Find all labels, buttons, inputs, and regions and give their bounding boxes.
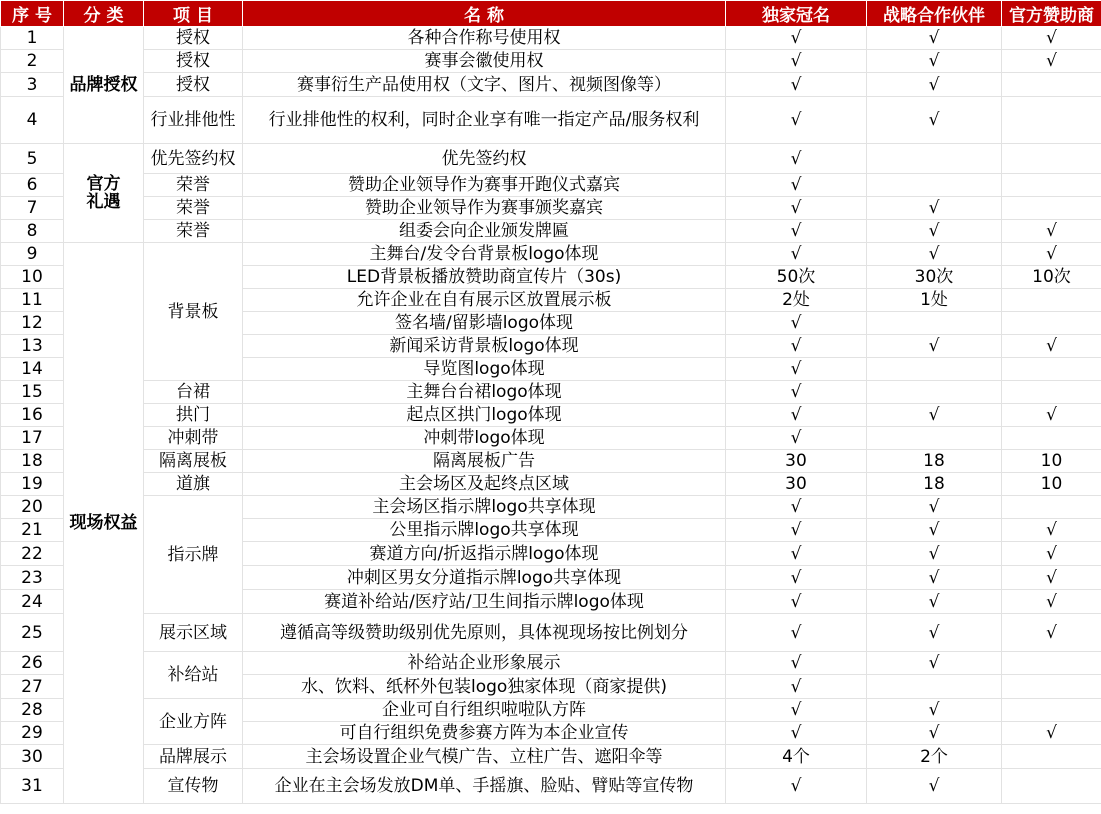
official-sponsor-cell: √ <box>1002 519 1101 542</box>
name-cell: 补给站企业形象展示 <box>243 652 726 675</box>
official-sponsor-cell <box>1002 381 1101 404</box>
item-cell: 宣传物 <box>144 769 243 804</box>
title-sponsor-cell: √ <box>726 197 867 220</box>
strategic-partner-cell: √ <box>867 722 1002 745</box>
table-row <box>1 427 1101 450</box>
official-sponsor-cell <box>1002 358 1101 381</box>
row-number: 19 <box>1 473 64 496</box>
table-row <box>1 450 1101 473</box>
item-cell: 拱门 <box>144 404 243 427</box>
name-cell: 赞助企业领导作为赛事开跑仪式嘉宾 <box>243 174 726 197</box>
strategic-partner-cell: √ <box>867 404 1002 427</box>
row-number: 29 <box>1 722 64 745</box>
header-name: 名 称 <box>243 1 726 27</box>
strategic-partner-cell: √ <box>867 50 1002 73</box>
item-cell: 行业排他性 <box>144 97 243 144</box>
table-row <box>1 73 1101 97</box>
name-cell: 赛事会徽使用权 <box>243 50 726 73</box>
table-row <box>1 473 1101 496</box>
name-cell: 主会场区及起终点区域 <box>243 473 726 496</box>
strategic-partner-cell <box>867 174 1002 197</box>
strategic-partner-cell: √ <box>867 769 1002 804</box>
official-sponsor-cell <box>1002 427 1101 450</box>
title-sponsor-cell: √ <box>726 97 867 144</box>
official-sponsor-cell: √ <box>1002 335 1101 358</box>
title-sponsor-cell: 4个 <box>726 745 867 769</box>
name-cell: 组委会向企业颁发牌匾 <box>243 220 726 243</box>
official-sponsor-cell <box>1002 73 1101 97</box>
table-row <box>1 652 1101 675</box>
title-sponsor-cell: √ <box>726 722 867 745</box>
table-row <box>1 50 1101 73</box>
name-cell: 赛事衍生产品使用权（文字、图片、视频图像等） <box>243 73 726 97</box>
official-sponsor-cell: √ <box>1002 404 1101 427</box>
name-cell: 遵循高等级赞助级别优先原则，具体视现场按比例划分 <box>243 614 726 652</box>
strategic-partner-cell: 18 <box>867 473 1002 496</box>
title-sponsor-cell: √ <box>726 174 867 197</box>
table-row <box>1 197 1101 220</box>
category-onsite: 现场权益 <box>64 243 144 804</box>
title-sponsor-cell: 2处 <box>726 289 867 312</box>
row-number: 28 <box>1 699 64 722</box>
item-cell: 冲刺带 <box>144 427 243 450</box>
header-no: 序 号 <box>1 1 64 27</box>
strategic-partner-cell: √ <box>867 652 1002 675</box>
header-item: 项 目 <box>144 1 243 27</box>
official-sponsor-cell <box>1002 97 1101 144</box>
row-number: 23 <box>1 566 64 590</box>
table-row <box>1 614 1101 652</box>
header-official-sponsor: 官方赞助商 <box>1002 1 1101 27</box>
title-sponsor-cell: √ <box>726 614 867 652</box>
strategic-partner-cell: 18 <box>867 450 1002 473</box>
item-cell: 品牌展示 <box>144 745 243 769</box>
table-row <box>1 699 1101 722</box>
table-row <box>1 404 1101 427</box>
title-sponsor-cell: √ <box>726 699 867 722</box>
title-sponsor-cell: √ <box>726 243 867 266</box>
row-number: 3 <box>1 73 64 97</box>
row-number: 16 <box>1 404 64 427</box>
title-sponsor-cell: √ <box>726 50 867 73</box>
row-number: 21 <box>1 519 64 542</box>
item-cell: 指示牌 <box>144 496 243 614</box>
strategic-partner-cell: √ <box>867 335 1002 358</box>
name-cell: 隔离展板广告 <box>243 450 726 473</box>
official-sponsor-cell: √ <box>1002 50 1101 73</box>
strategic-partner-cell <box>867 381 1002 404</box>
name-cell: 冲刺带logo体现 <box>243 427 726 450</box>
official-sponsor-cell <box>1002 745 1101 769</box>
item-cell: 授权 <box>144 73 243 97</box>
name-cell: 新闻采访背景板logo体现 <box>243 335 726 358</box>
name-cell: 主会场区指示牌logo共享体现 <box>243 496 726 519</box>
strategic-partner-cell: 30次 <box>867 266 1002 289</box>
strategic-partner-cell: √ <box>867 566 1002 590</box>
name-cell: 公里指示牌logo共享体现 <box>243 519 726 542</box>
name-cell: 主舞台台裙logo体现 <box>243 381 726 404</box>
name-cell: 企业在主会场发放DM单、手摇旗、脸贴、臂贴等宣传物 <box>243 769 726 804</box>
title-sponsor-cell: √ <box>726 144 867 174</box>
row-number: 30 <box>1 745 64 769</box>
name-cell: 可自行组织免费参赛方阵为本企业宣传 <box>243 722 726 745</box>
strategic-partner-cell: √ <box>867 614 1002 652</box>
name-cell: 冲刺区男女分道指示牌logo共享体现 <box>243 566 726 590</box>
title-sponsor-cell: √ <box>726 542 867 566</box>
row-number: 26 <box>1 652 64 675</box>
row-number: 13 <box>1 335 64 358</box>
item-cell: 授权 <box>144 50 243 73</box>
official-sponsor-cell: √ <box>1002 590 1101 614</box>
official-sponsor-cell <box>1002 675 1101 699</box>
official-sponsor-cell: √ <box>1002 542 1101 566</box>
title-sponsor-cell: √ <box>726 381 867 404</box>
official-sponsor-cell <box>1002 174 1101 197</box>
name-cell: 水、饮料、纸杯外包装logo独家体现（商家提供) <box>243 675 726 699</box>
strategic-partner-cell: 1处 <box>867 289 1002 312</box>
row-number: 17 <box>1 427 64 450</box>
name-cell: 主会场设置企业气模广告、立柱广告、遮阳伞等 <box>243 745 726 769</box>
row-number: 7 <box>1 197 64 220</box>
row-number: 4 <box>1 97 64 144</box>
row-number: 5 <box>1 144 64 174</box>
title-sponsor-cell: √ <box>726 590 867 614</box>
row-number: 15 <box>1 381 64 404</box>
header-category: 分 类 <box>64 1 144 27</box>
strategic-partner-cell <box>867 675 1002 699</box>
item-cell: 优先签约权 <box>144 144 243 174</box>
title-sponsor-cell: √ <box>726 675 867 699</box>
title-sponsor-cell: √ <box>726 335 867 358</box>
official-sponsor-cell: √ <box>1002 566 1101 590</box>
strategic-partner-cell: √ <box>867 496 1002 519</box>
item-cell: 荣誉 <box>144 174 243 197</box>
name-cell: 赛道补给站/医疗站/卫生间指示牌logo体现 <box>243 590 726 614</box>
title-sponsor-cell: √ <box>726 519 867 542</box>
category-official: 官方 礼遇 <box>64 144 144 243</box>
name-cell: 允许企业在自有展示区放置展示板 <box>243 289 726 312</box>
row-number: 10 <box>1 266 64 289</box>
item-cell: 展示区域 <box>144 614 243 652</box>
row-number: 6 <box>1 174 64 197</box>
item-cell: 道旗 <box>144 473 243 496</box>
table-row <box>1 174 1101 197</box>
title-sponsor-cell: √ <box>726 652 867 675</box>
strategic-partner-cell: √ <box>867 243 1002 266</box>
strategic-partner-cell: √ <box>867 220 1002 243</box>
official-sponsor-cell: 10 <box>1002 450 1101 473</box>
strategic-partner-cell: √ <box>867 97 1002 144</box>
title-sponsor-cell: 50次 <box>726 266 867 289</box>
strategic-partner-cell: √ <box>867 519 1002 542</box>
strategic-partner-cell: √ <box>867 699 1002 722</box>
name-cell: 主舞台/发令台背景板logo体现 <box>243 243 726 266</box>
row-number: 18 <box>1 450 64 473</box>
strategic-partner-cell <box>867 427 1002 450</box>
item-cell: 背景板 <box>144 243 243 381</box>
official-sponsor-cell <box>1002 312 1101 335</box>
table-row <box>1 381 1101 404</box>
row-number: 27 <box>1 675 64 699</box>
row-number: 20 <box>1 496 64 519</box>
header-strategic-partner: 战略合作伙伴 <box>867 1 1002 27</box>
strategic-partner-cell: √ <box>867 197 1002 220</box>
name-cell: 签名墙/留影墙logo体现 <box>243 312 726 335</box>
row-number: 14 <box>1 358 64 381</box>
table-row <box>1 220 1101 243</box>
strategic-partner-cell <box>867 358 1002 381</box>
title-sponsor-cell: √ <box>726 73 867 97</box>
title-sponsor-cell: √ <box>726 220 867 243</box>
official-sponsor-cell: 10次 <box>1002 266 1101 289</box>
official-sponsor-cell: √ <box>1002 722 1101 745</box>
official-sponsor-cell <box>1002 699 1101 722</box>
official-sponsor-cell: √ <box>1002 614 1101 652</box>
name-cell: 优先签约权 <box>243 144 726 174</box>
name-cell: 各种合作称号使用权 <box>243 27 726 50</box>
row-number: 12 <box>1 312 64 335</box>
row-number: 11 <box>1 289 64 312</box>
title-sponsor-cell: √ <box>726 312 867 335</box>
name-cell: LED背景板播放赞助商宣传片（30s) <box>243 266 726 289</box>
row-number: 2 <box>1 50 64 73</box>
table-row <box>1 745 1101 769</box>
title-sponsor-cell: √ <box>726 496 867 519</box>
table-row <box>1 144 1101 174</box>
table-row <box>1 496 1101 519</box>
header-row <box>1 1 1101 27</box>
strategic-partner-cell: √ <box>867 590 1002 614</box>
title-sponsor-cell: 30 <box>726 450 867 473</box>
strategic-partner-cell: √ <box>867 27 1002 50</box>
name-cell: 导览图logo体现 <box>243 358 726 381</box>
row-number: 8 <box>1 220 64 243</box>
row-number: 24 <box>1 590 64 614</box>
official-sponsor-cell: √ <box>1002 27 1101 50</box>
title-sponsor-cell: 30 <box>726 473 867 496</box>
title-sponsor-cell: √ <box>726 427 867 450</box>
official-sponsor-cell <box>1002 289 1101 312</box>
table-row <box>1 27 1101 50</box>
official-sponsor-cell <box>1002 496 1101 519</box>
item-cell: 荣誉 <box>144 220 243 243</box>
official-sponsor-cell <box>1002 197 1101 220</box>
header-title-sponsor: 独家冠名 <box>726 1 867 27</box>
table-row <box>1 769 1101 804</box>
row-number: 1 <box>1 27 64 50</box>
title-sponsor-cell: √ <box>726 27 867 50</box>
official-sponsor-cell <box>1002 769 1101 804</box>
item-cell: 台裙 <box>144 381 243 404</box>
title-sponsor-cell: √ <box>726 404 867 427</box>
item-cell: 企业方阵 <box>144 699 243 745</box>
official-sponsor-cell <box>1002 144 1101 174</box>
official-sponsor-cell <box>1002 652 1101 675</box>
strategic-partner-cell <box>867 312 1002 335</box>
category-brand: 品牌授权 <box>64 27 144 144</box>
name-cell: 赛道方向/折返指示牌logo体现 <box>243 542 726 566</box>
strategic-partner-cell <box>867 144 1002 174</box>
strategic-partner-cell: √ <box>867 73 1002 97</box>
name-cell: 起点区拱门logo体现 <box>243 404 726 427</box>
row-number: 9 <box>1 243 64 266</box>
official-sponsor-cell: √ <box>1002 220 1101 243</box>
official-sponsor-cell: √ <box>1002 243 1101 266</box>
title-sponsor-cell: √ <box>726 566 867 590</box>
table-row <box>1 97 1101 144</box>
name-cell: 行业排他性的权利，同时企业享有唯一指定产品/服务权利 <box>243 97 726 144</box>
row-number: 31 <box>1 769 64 804</box>
table-row <box>1 243 1101 266</box>
title-sponsor-cell: √ <box>726 358 867 381</box>
item-cell: 授权 <box>144 27 243 50</box>
title-sponsor-cell: √ <box>726 769 867 804</box>
name-cell: 企业可自行组织啦啦队方阵 <box>243 699 726 722</box>
official-sponsor-cell: 10 <box>1002 473 1101 496</box>
item-cell: 补给站 <box>144 652 243 699</box>
row-number: 22 <box>1 542 64 566</box>
item-cell: 荣誉 <box>144 197 243 220</box>
row-number: 25 <box>1 614 64 652</box>
name-cell: 赞助企业领导作为赛事颁奖嘉宾 <box>243 197 726 220</box>
item-cell: 隔离展板 <box>144 450 243 473</box>
strategic-partner-cell: √ <box>867 542 1002 566</box>
strategic-partner-cell: 2个 <box>867 745 1002 769</box>
